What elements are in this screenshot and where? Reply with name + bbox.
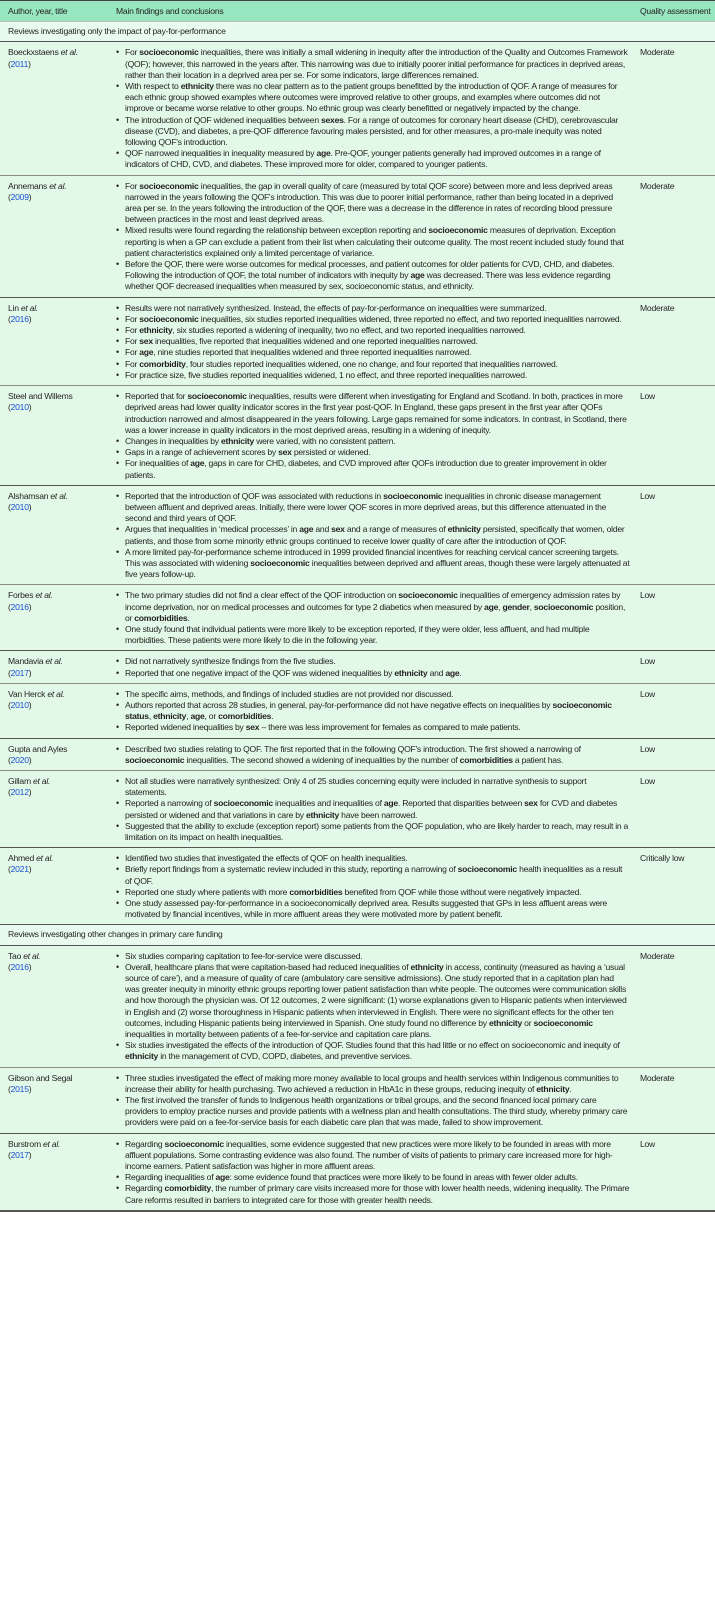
key-term: sex: [139, 336, 153, 347]
author-name: Lin: [8, 302, 19, 313]
quality-assessment: Moderate: [634, 297, 715, 385]
section-header-row: [0, 22, 715, 42]
quality-assessment: Critically low: [634, 848, 715, 925]
key-term: socioeconomic: [383, 490, 443, 501]
finding-item: • Briefly report findings from a systematic review included in this study, reporting a narrowing of socioeconomic health inequalities as a result of QOF.: [116, 864, 630, 886]
author-etal: et al.: [50, 490, 68, 501]
finding-item: • Reported that one negative impact of the QOF was widened inequalities by ethnicity and age.: [116, 668, 630, 679]
section-header-row: [0, 925, 715, 945]
finding-item: • For socioeconomic inequalities, the gap in overall quality of care (measured by total QOF score) between more and less deprived areas narrowed in the years following the QOF's introduction. This was due to poorer initial performance, rather than being located in a deprived area per se. In the years following the introduction of the QOF, there was a decrease in the difference in rates of recording blood pressure between practices in the most and least deprived areas.: [116, 181, 630, 226]
table-header-row: [0, 1, 715, 22]
finding-item: • Results were not narratively synthesized. Instead, the effects of pay-for-performance on inequalities were summarized.: [116, 303, 630, 314]
author-name: Boeckxstaens: [8, 47, 59, 58]
author-cell: Tao et al. (2016): [0, 945, 108, 1067]
key-term: age: [316, 148, 331, 159]
author-cell: Van Herck et al. (2010): [0, 683, 108, 738]
key-term: age: [410, 270, 425, 281]
finding-item: • Not all studies were narratively synthesized: Only 4 of 25 studies concerning equity were included in narrative synthesis to support statements.: [116, 776, 630, 798]
quality-assessment: Low: [634, 683, 715, 738]
table-row: [0, 945, 715, 1067]
finding-item: • For age, nine studies reported that inequalities widened and three reported inequalities narrowed.: [116, 347, 630, 358]
findings-list: [116, 391, 630, 481]
finding-item: • Described two studies relating to QOF. The first reported that in the following QOF's introduction. The first showed a narrowing of socioeconomic inequalities. The second showed a widening of inequalities by the number of comorbidities a patient has.: [116, 744, 630, 766]
key-term: ethnicity: [125, 1051, 159, 1062]
key-term: gender: [502, 601, 530, 612]
findings-cell: [108, 485, 634, 585]
key-term: socioeconomic: [213, 798, 273, 809]
findings-list: [116, 853, 630, 920]
finding-item: • Argues that inequalities in ‘medical processes’ in age and sex and a range of measures of ethnicity persisted, specifically that women, older patients, and those from some minority ethnic groups continued to receive lower quality of care after the introduction of QOF.: [116, 524, 630, 546]
findings-list: [116, 689, 630, 734]
finding-item: • Overall, healthcare plans that were capitation-based had reduced inequalities of ethnicity in access, continuity (measured as having a ‘usual source of care’), and a measure of quality of care (ambulatory care sensitive admissions). One study reported that in a capitation plan had was greater inequity in minority ethnic groups reporting lower patient satisfaction than white people. The outcomes were communication skills and how thorough the physician was. Of 12 outcomes, 2 were significant: (1) worse explanations given to Hispanic patients when interviewed in English and (2) worse thoroughness in Hispanic patients when interviewed in English. There were no significant effects for the other ten outcomes, including Hispanic patients being interviewed in Spanish. One study found no difference by ethnicity or socioeconomic inequalities in mortality between patients of a fee-for-service and capitation care plans.: [116, 962, 630, 1040]
author-cell: Ahmed et al. (2021): [0, 848, 108, 925]
citation-year-link[interactable]: 2017: [10, 1149, 29, 1160]
author-name: Tao: [8, 950, 22, 961]
key-term: sex: [524, 798, 538, 809]
finding-item: • For inequalities of age, gaps in care for CHD, diabetes, and CVD improved after QOFs introduction due to greater improvement in older patients.: [116, 458, 630, 480]
table-body: [0, 22, 715, 1211]
findings-list: [116, 181, 630, 293]
table-row: [0, 175, 715, 297]
finding-item: • For socioeconomic inequalities, there was initially a small widening in inequity after the introduction of the Quality and Outcomes Framework (QOF); however, this narrowed in the years after. This narrowing was due to initially poorer initial performance for practices in deprived areas, rather than their location in a deprived area per se. For some indicators, large differences remained.: [116, 47, 630, 81]
author-cell: Gupta and Ayles (2020): [0, 738, 108, 770]
finding-item: • Regarding inequalities of age: some evidence found that practices were more likely to be found in areas with fewer older adults.: [116, 1172, 630, 1183]
author-cell: Alshamsan et al. (2010): [0, 485, 108, 585]
citation-year-link[interactable]: 2010: [10, 501, 29, 512]
author-cell: Mandavia et al. (2017): [0, 651, 108, 683]
quality-assessment: Low: [634, 386, 715, 486]
finding-item: • Regarding socioeconomic inequalities, some evidence suggested that new practices were more likely to be founded in areas with more affluent populations. Some contrasting evidence was also found. The number of visits of patients to primary care increased more for high-income earners. Patient satisfaction was higher in more affluent areas.: [116, 1139, 630, 1173]
finding-item: • With respect to ethnicity there was no clear pattern as to the patient groups benefitted by the introduction of QOF. A range of measures for each ethnic group showed examples where outcomes were improved relative to other groups, and examples where outcomes did not improve or became worse relative to other groups. No ethnic group was clearly benefitted or negatively impacted by the change.: [116, 81, 630, 115]
quality-assessment: Low: [634, 1133, 715, 1211]
findings-cell: [108, 1067, 634, 1133]
finding-item: • For sex inequalities, five reported that inequalities widened and one reported inequalities narrowed.: [116, 336, 630, 347]
author-cell: Gillam et al. (2012): [0, 770, 108, 847]
header-author: Author, year, title: [0, 1, 108, 22]
finding-item: • Authors reported that across 28 studies, in general, pay-for-performance did not have negative effects on inequalities by socioeconomic status, ethnicity, age, or comorbidities.: [116, 700, 630, 722]
key-term: sex: [331, 524, 345, 535]
findings-list: [116, 776, 630, 843]
findings-cell: [108, 770, 634, 847]
citation-year-link[interactable]: 2016: [10, 313, 29, 324]
citation-year-link[interactable]: 2020: [10, 754, 29, 765]
quality-assessment: Moderate: [634, 42, 715, 175]
table-row: [0, 42, 715, 175]
citation-year-link[interactable]: 2016: [10, 961, 29, 972]
author-etal: et al.: [20, 302, 38, 313]
key-term: age: [139, 347, 154, 358]
finding-item: • The introduction of QOF widened inequalities between sexes. For a range of outcomes for coronary heart disease (CHD), cerebrovascular disease (CVD), and diabetes, a pre-QOF difference favouring males persisted, and for other measures, a pro-male inequity was noted following QOF's introduction.: [116, 115, 630, 149]
author-name: Burstrom: [8, 1138, 41, 1149]
citation-year-link[interactable]: 2009: [10, 191, 29, 202]
findings-list: [116, 656, 630, 678]
key-term: comorbidities: [218, 711, 272, 722]
finding-item: • For ethnicity, six studies reported a widening of inequality, two no effect, and two reported inequalities narrowed.: [116, 325, 630, 336]
finding-item: • Mixed results were found regarding the relationship between exception reporting and socioeconomic measures of deprivation. Exception reporting is when a GP can exclude a patient from their list when calculating their outcome quality. The most recent included study found that patient characteristics explained only a limited percentage of variance.: [116, 225, 630, 259]
finding-item: • QOF narrowed inequalities in inequality measured by age. Pre-QOF, younger patients generally had improved outcomes in a range of indicators of CHD, CVD, and diabetes. These improved more for older, compared to younger patients.: [116, 148, 630, 170]
author-etal: et al.: [43, 1138, 61, 1149]
key-term: socioeconomic: [398, 590, 458, 601]
quality-assessment: Low: [634, 585, 715, 651]
key-term: ethnicity: [305, 809, 340, 820]
citation-year-link[interactable]: 2015: [10, 1083, 29, 1094]
findings-list: [116, 744, 630, 766]
author-cell: Annemans et al. (2009): [0, 175, 108, 297]
finding-item: • The first involved the transfer of funds to Indigenous health organizations or tribal groups, and the second financed local primary care providers to employ practice nurses and provide patients with a wellness plan and health consultations. The third study, whereby primary care providers were paid on a fee-for-service basis for each diabetic care plan that was made, failed to show improvement.: [116, 1095, 630, 1129]
finding-item: • The two primary studies did not find a clear effect of the QOF introduction on socioeconomic inequalities of emergency admission rates by income deprivation, nor on medical processes and outcomes for type 2 diabetics when measured by age, gender, socioeconomic position, or comorbidities.: [116, 590, 630, 624]
citation-year-link[interactable]: 2021: [10, 864, 29, 875]
table-row: [0, 485, 715, 585]
quality-assessment: Moderate: [634, 945, 715, 1067]
findings-list: [116, 951, 630, 1063]
findings-list: [116, 47, 630, 170]
citation-year-link[interactable]: 2011: [10, 58, 29, 69]
key-term: sexes: [321, 114, 344, 125]
finding-item: • Suggested that the ability to exclude (exception report) some patients from the QOF population, who are likely harder to reach, may result in a limitation on its impact on health inequalities.: [116, 821, 630, 843]
key-term: socioeconomic: [457, 864, 517, 875]
finding-item: • Reported widened inequalities by sex – there was less improvement for females as compared to male patients.: [116, 722, 630, 733]
key-term: socioeconomic: [533, 1017, 593, 1028]
finding-item: • For comorbidity, four studies reported inequalities widened, one no change, and four reported that inequalities narrowed.: [116, 359, 630, 370]
author-cell: Burstrom et al. (2017): [0, 1133, 108, 1211]
table-row: [0, 848, 715, 925]
author-cell: Boeckxstaens et al. (2011): [0, 42, 108, 175]
author-name: Ahmed: [8, 853, 34, 864]
finding-item: • Did not narratively synthesize findings from the five studies.: [116, 656, 630, 667]
author-name: Forbes: [8, 590, 34, 601]
key-term: socioeconomic: [139, 313, 199, 324]
findings-list: [116, 303, 630, 381]
findings-cell: [108, 175, 634, 297]
header-findings: Main findings and conclusions: [108, 1, 634, 22]
author-etal: et al.: [47, 688, 65, 699]
finding-item: • Six studies investigated the effects of the introduction of QOF. Studies found that this had little or no effect on socioeconomic and inequity of ethnicity in the management of CVD, COPD, diabetes, and preventive services.: [116, 1040, 630, 1062]
author-name: Mandavia: [8, 656, 44, 667]
author-etal: et al.: [45, 656, 63, 667]
findings-cell: [108, 683, 634, 738]
table-row: [0, 386, 715, 486]
finding-item: • Reported that for socioeconomic inequalities, results were different when investigating for England and Scotland. In both, practices in more deprived areas had lower quality indicator scores in the first year post-QOF. In England, these gaps present in the first year after QOFs introduction narrowed and almost disappeared in the years following. Large gaps remained for some indicators. In contrast, in Scotland, there was a lower increase in quality indicators in the most deprived areas, resulting in a widening of inequity.: [116, 391, 630, 436]
key-term: age: [383, 798, 398, 809]
section-title: Reviews investigating other changes in primary care funding: [0, 925, 715, 945]
author-name: Gupta and Ayles: [8, 743, 68, 754]
section-title: Reviews investigating only the impact of pay-for-performance: [0, 22, 715, 42]
key-term: socioeconomic: [125, 754, 185, 765]
header-quality: Quality assessment: [634, 1, 715, 22]
author-cell: Gibson and Segal (2015): [0, 1067, 108, 1133]
finding-item: • Reported a narrowing of socioeconomic inequalities and inequalities of age. Reported that disparities between sex for CVD and diabetes persisted or widened and that variations in care by ethnicity have been narrowed.: [116, 798, 630, 820]
findings-cell: [108, 848, 634, 925]
author-name: Annemans: [8, 180, 48, 191]
citation-year-link[interactable]: 2017: [10, 667, 29, 678]
findings-cell: [108, 297, 634, 385]
key-term: socioeconomic: [139, 180, 199, 191]
author-name: Gibson and Segal: [8, 1072, 73, 1083]
quality-assessment: Low: [634, 738, 715, 770]
key-term: socioeconomic status: [125, 699, 612, 722]
citation-year-link[interactable]: 2010: [10, 699, 29, 710]
findings-list: [116, 590, 630, 646]
key-term: socioeconomic: [164, 1138, 224, 1149]
key-term: age: [190, 711, 205, 722]
finding-item: • Reported one study where patients with more comorbidities benefited from QOF while those without were negatively impacted.: [116, 887, 630, 898]
finding-item: • The specific aims, methods, and findings of included studies are not provided nor discussed.: [116, 689, 630, 700]
table-row: [0, 1133, 715, 1211]
finding-item: • A more limited pay-for-performance scheme introduced in 1999 provided financial incentives for reaching cervical cancer screening targets. This was associated with widening socioeconomic inequalities between deprived and affluent areas, though these were largely attenuated at five years follow-up.: [116, 547, 630, 581]
key-term: comorbidity: [139, 358, 186, 369]
table-row: [0, 770, 715, 847]
author-cell: Lin et al. (2016): [0, 297, 108, 385]
table-row: [0, 1067, 715, 1133]
key-term: ethnicity: [153, 711, 187, 722]
quality-assessment: Moderate: [634, 175, 715, 297]
finding-item: • One study assessed pay-for-performance in a socioeconomically deprived area. Results suggested that GPs in less affluent areas were motivated by financial incentives, while in more affluent areas they were motivated more by patient benefit.: [116, 898, 630, 920]
key-term: socioeconomic: [187, 391, 247, 402]
findings-cell: [108, 585, 634, 651]
author-etal: et al.: [23, 950, 41, 961]
findings-cell: [108, 651, 634, 683]
finding-item: • Regarding comorbidity, the number of primary care visits increased more for those with lower health needs, widening inequality. The Primare Care reforms resulted in barriers to integrated care for those with greater health needs.: [116, 1183, 630, 1205]
key-term: socioeconomic: [533, 601, 594, 612]
citation-year-link[interactable]: 2010: [10, 402, 29, 413]
author-cell: Steel and Willems (2010): [0, 386, 108, 486]
finding-item: • Three studies investigated the effect of making more money available to local groups and health services within Indigenous communities to increase their ability for health purchasing. Two achieved a reduction in HbA1c in these groups, reducing inequity of ethnicity.: [116, 1073, 630, 1095]
finding-item: • Changes in inequalities by ethnicity were varied, with no consistent pattern.: [116, 436, 630, 447]
quality-assessment: Low: [634, 770, 715, 847]
finding-item: • One study found that individual patients were more likely to be exception reported, if they were older, less affluent, and had multiple morbidities. These patients were more likely to die in the following year.: [116, 624, 630, 646]
key-term: ethnicity: [488, 1017, 523, 1028]
key-term: comorbidities: [134, 612, 188, 623]
key-term: age: [190, 458, 205, 469]
key-term: socioeconomic: [250, 557, 310, 568]
table-row: [0, 297, 715, 385]
finding-item: • Six studies comparing capitation to fee-for-service were discussed.: [116, 951, 630, 962]
author-etal: et al.: [49, 180, 67, 191]
quality-assessment: Low: [634, 651, 715, 683]
key-term: sex: [245, 722, 260, 733]
key-term: comorbidities: [289, 886, 343, 897]
author-etal: et al.: [36, 853, 54, 864]
key-term: ethnicity: [394, 667, 428, 678]
key-term: comorbidities: [459, 754, 513, 765]
key-term: comorbidity: [164, 1183, 211, 1194]
key-term: ethnicity: [220, 435, 255, 446]
findings-list: [116, 1073, 630, 1129]
table-row: [0, 651, 715, 683]
finding-item: • Reported that the introduction of QOF was associated with reductions in socioeconomic inequalities in chronic disease management between affluent and deprived areas. Initially, there were lower QOF scores in more deprived areas, but this difference attenuated in the second and third years of QOF.: [116, 491, 630, 525]
findings-cell: [108, 945, 634, 1067]
author-etal: et al.: [35, 590, 53, 601]
citation-year-link[interactable]: 2016: [10, 601, 29, 612]
table-row: [0, 585, 715, 651]
author-etal: et al.: [60, 47, 78, 58]
key-term: age: [299, 524, 314, 535]
findings-cell: [108, 386, 634, 486]
author-etal: et al.: [33, 775, 51, 786]
key-term: age: [484, 601, 499, 612]
citation-year-link[interactable]: 2012: [10, 787, 29, 798]
findings-list: [116, 491, 630, 581]
author-name: Van Herck: [8, 688, 46, 699]
author-name: Alshamsan: [8, 490, 49, 501]
key-term: ethnicity: [536, 1083, 570, 1094]
finding-item: • Identified two studies that investigated the effects of QOF on health inequalities.: [116, 853, 630, 864]
finding-item: • For practice size, five studies reported inequalities widened, 1 no effect, and three reported inequalities narrowed.: [116, 370, 630, 381]
key-term: ethnicity: [139, 325, 173, 336]
key-term: age: [445, 667, 460, 678]
key-term: ethnicity: [410, 961, 444, 972]
findings-cell: [108, 42, 634, 175]
table-row: [0, 683, 715, 738]
finding-item: • For socioeconomic inequalities, six studies reported inequalities widened, three reported no effect, and two reported inequalities narrowed.: [116, 314, 630, 325]
table-row: [0, 738, 715, 770]
key-term: sex: [278, 447, 292, 458]
findings-cell: [108, 738, 634, 770]
finding-item: • Before the QOF, there were worse outcomes for medical processes, and patient outcomes for older patients for CVD, CHD, and diabetes. Following the introduction of QOF, the total number of indicators with inequity by age was decreased. There was less evidence regarding whether QOF decreased inequalities when measured by sex, socioeconomic status, and ethnicity.: [116, 259, 630, 293]
key-term: ethnicity: [447, 524, 481, 535]
key-term: ethnicity: [180, 81, 214, 92]
quality-assessment: Moderate: [634, 1067, 715, 1133]
key-term: socioeconomic: [139, 47, 199, 58]
findings-list: [116, 1139, 630, 1206]
author-cell: Forbes et al. (2016): [0, 585, 108, 651]
key-term: age: [215, 1172, 230, 1183]
findings-cell: [108, 1133, 634, 1211]
author-name: Gillam: [8, 775, 31, 786]
quality-assessment: Low: [634, 485, 715, 585]
finding-item: • Gaps in a range of achievement scores by sex persisted or widened.: [116, 447, 630, 458]
key-term: socioeconomic: [428, 225, 488, 236]
author-name: Steel and Willems: [8, 391, 73, 402]
